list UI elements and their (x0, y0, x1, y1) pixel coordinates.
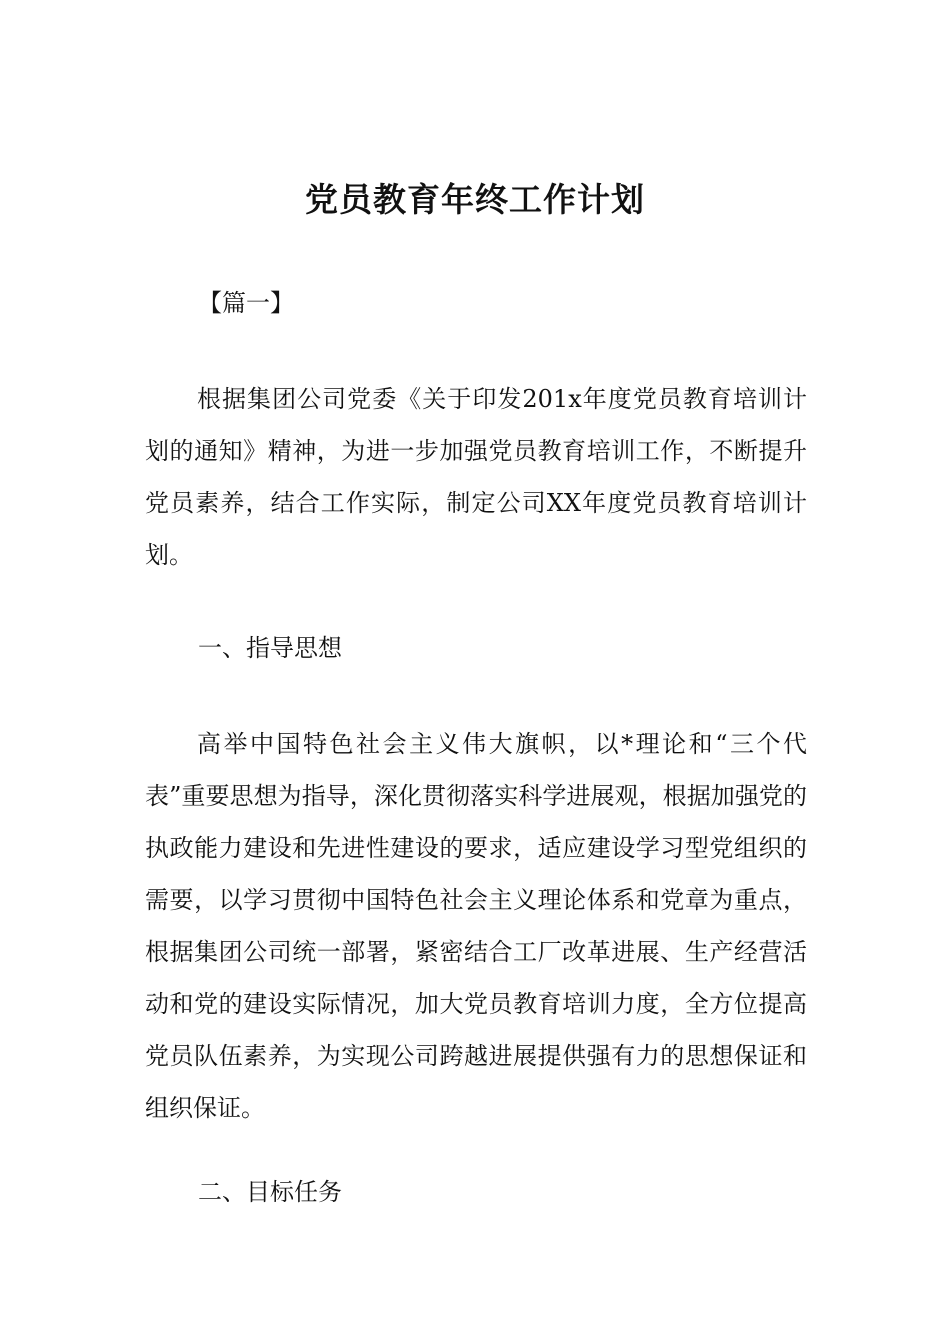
heading-guiding-ideology: 一、指导思想 (198, 634, 342, 662)
document-title: 党员教育年终工作计划 (305, 180, 645, 219)
paragraph-intro: 根据集团公司党委《关于印发201x年度党员教育培训计划的通知》精神，为进一步加强党员教育培训工作，不断提升党员素养，结合工作实际，制定公司XX年度党员教育培训计划。 (145, 385, 807, 569)
paragraph-guiding-ideology: 高举中国特色社会主义伟大旗帜，以*理论和“三个代表”重要思想为指导，深化贯彻落实科学进展观，根据加强党的执政能力建设和先进性建设的要求，适应建设学习型党组织的需要，以学习贯彻中国特色社会主义理论体系和党章为重点，根据集团公司统一部署，紧密结合工厂改革进展、生产经营活动和党的建设实际情况，加大党员教育培训力度，全方位提高党员队伍素养，为实现公司跨越进展提供强有力的思想保证和组织保证。 (145, 730, 807, 1122)
section-tag: 【篇一】 (198, 289, 294, 317)
heading-goals-tasks: 二、目标任务 (198, 1178, 342, 1206)
